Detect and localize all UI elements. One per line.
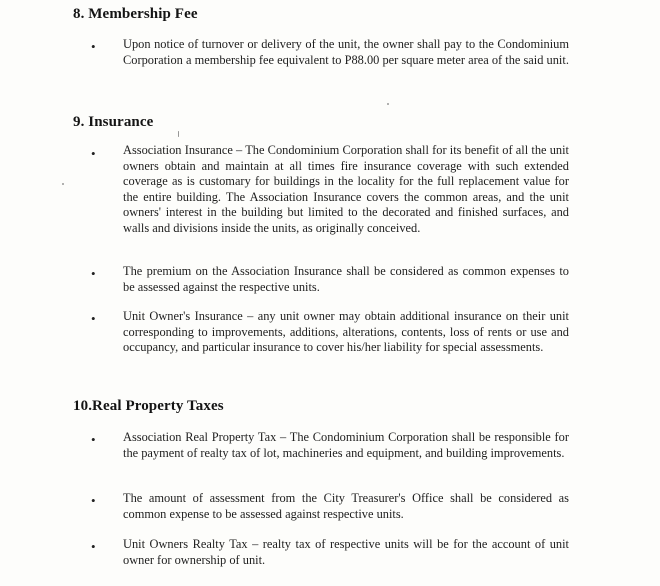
scan-speck [62,183,64,185]
bullet-marker: • [91,432,96,447]
paragraph-insurance-premium: The premium on the Association Insurance shall be considered as common expenses to be assessed against the respective units. [123,264,569,294]
paragraph-association-insurance: Association Insurance – The Condominium Corporation shall for its benefit of all the unit owners obtain and maintain at all times fire insurance coverage with such extended coverage as is customary for buildings in the locality for the full replacement value for the entire building. The Association Insurance covers the common areas, and the unit owners' interest in the building but limited to the decorated and finished surfaces, and walls and divisions inside the units, as originally conceived. [123,143,569,235]
bullet-marker: • [91,266,96,281]
scan-speck [178,131,179,137]
bullet-marker: • [91,493,96,508]
paragraph-unit-owners-insurance: Unit Owner's Insurance – any unit owner may obtain additional insurance on their unit corresponding to improvements, additions, alterations, contents, loss of rents or use and occupancy, and particular insurance to cover his/her liability for special assessments. [123,309,569,355]
section-heading-membership-fee: 8. Membership Fee [73,6,198,22]
paragraph-unit-owners-realty-tax: Unit Owners Realty Tax – realty tax of respective units will be for the account of unit owner for ownership of unit. [123,537,569,567]
paragraph-association-real-property-tax: Association Real Property Tax – The Condominium Corporation shall be responsible for the payment of realty tax of lot, machineries and equipment, and building improvements. [123,430,569,460]
bullet-marker: • [91,39,96,54]
bullet-marker: • [91,311,96,326]
section-heading-insurance: 9. Insurance [73,114,154,130]
paragraph-membership-fee: Upon notice of turnover or delivery of the unit, the owner shall pay to the Condominium Corporation a membership fee equivalent to P88.00 per square meter area of the said unit. [123,37,569,67]
bullet-marker: • [91,146,96,161]
scan-speck [387,103,389,105]
bullet-marker: • [91,539,96,554]
section-heading-real-property-taxes: 10.Real Property Taxes [73,398,224,414]
paragraph-amount-of-assessment: The amount of assessment from the City Treasurer's Office shall be considered as common expense to be assessed against respective units. [123,491,569,521]
